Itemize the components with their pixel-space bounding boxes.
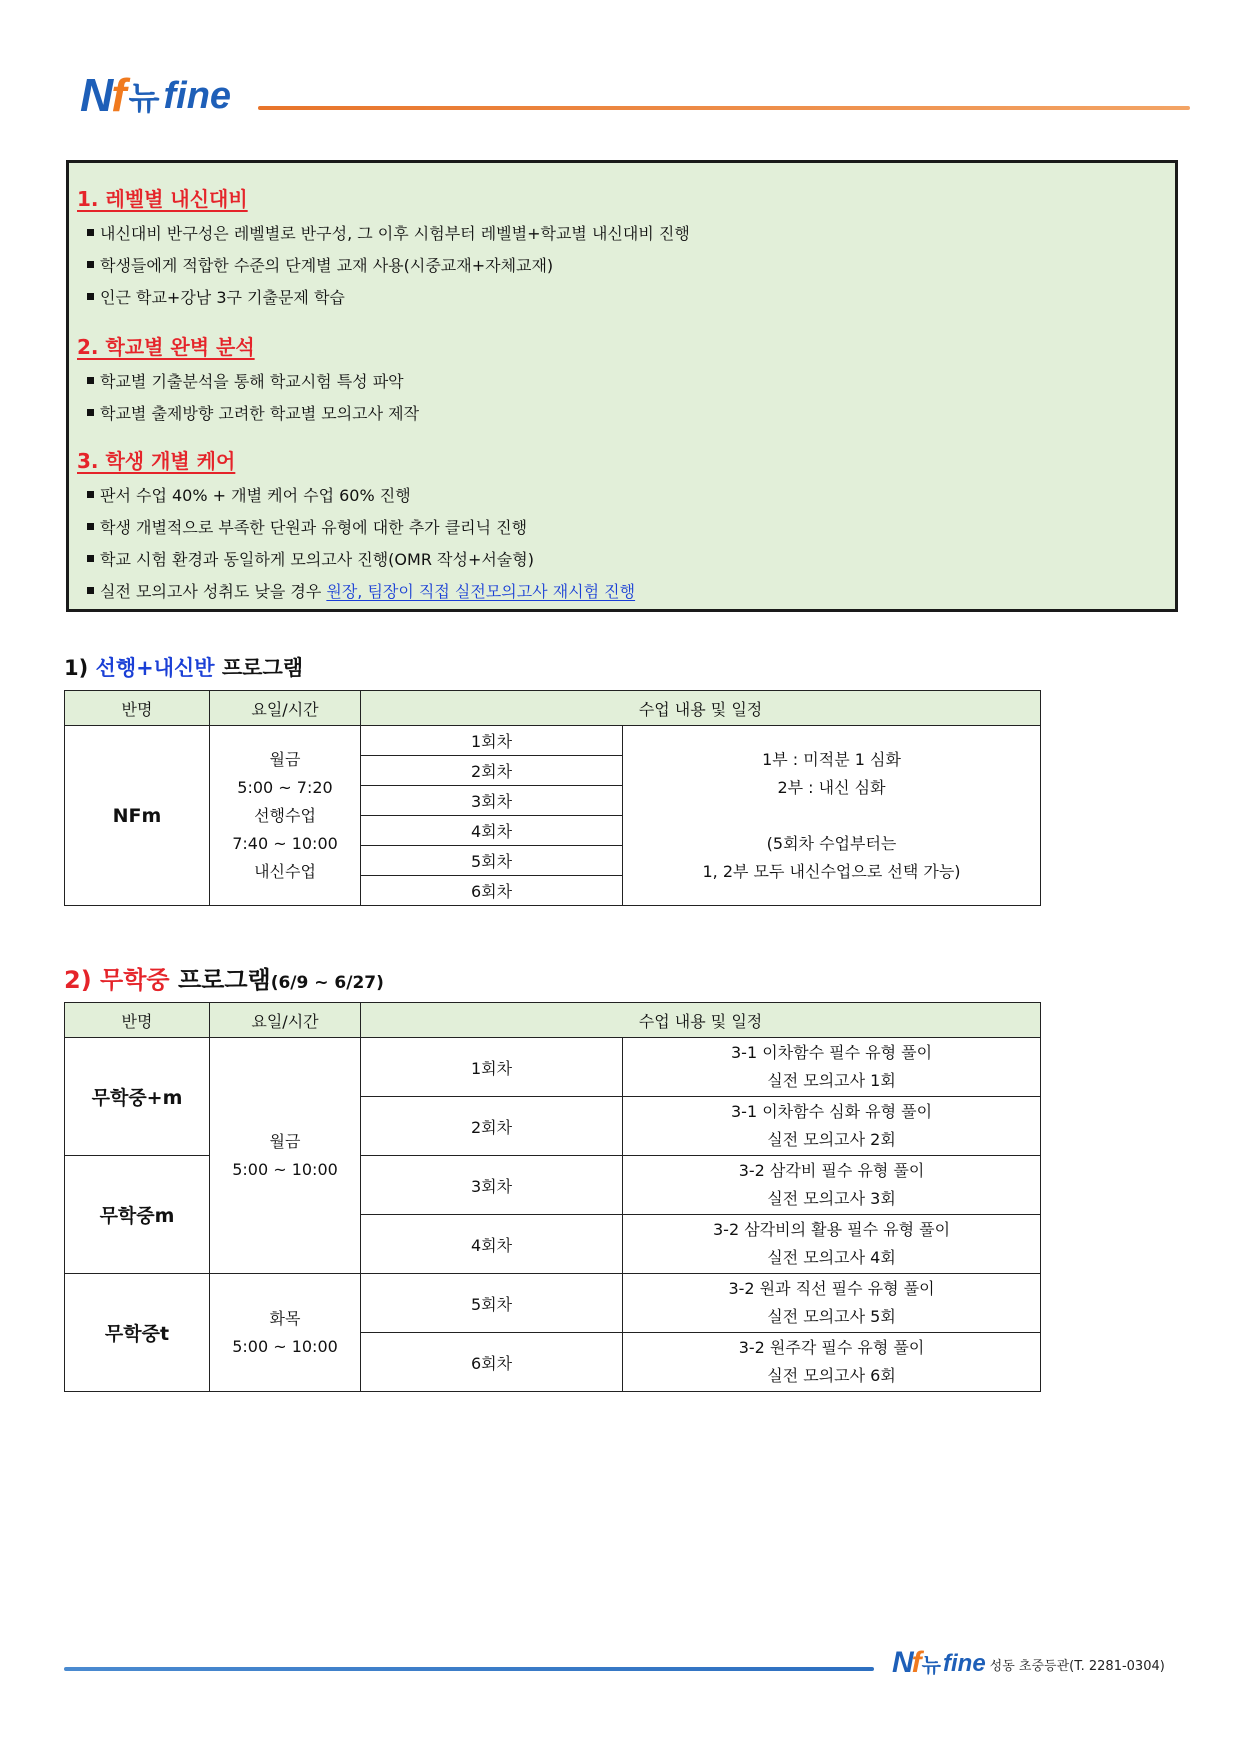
square-bullet-icon <box>87 261 94 268</box>
class-time: 월금 5:00 ~ 7:20 선행수업 7:40 ~ 10:00 내신수업 <box>210 726 361 906</box>
session-cell: 2회차 <box>361 1097 623 1156</box>
session-cell: 3회차 <box>361 786 623 816</box>
content-cell: 3-1 이차함수 심화 유형 풀이 실전 모의고사 2회 <box>623 1097 1041 1156</box>
program2-table <box>64 1002 1041 1392</box>
square-bullet-icon <box>87 377 94 384</box>
program2-title: 2) 무학중 프로그램(6/9 ~ 6/27) <box>64 966 384 994</box>
class-name: 무학중t <box>65 1274 210 1392</box>
header-content: 수업 내용 및 일정 <box>361 1003 1041 1038</box>
class-time: 화목 5:00 ~ 10:00 <box>210 1274 361 1392</box>
bullet: 학생 개별적으로 부족한 단원과 유형에 대한 추가 클리닉 진행 <box>87 515 527 538</box>
session-cell: 6회차 <box>361 876 623 906</box>
program1-table <box>64 690 1041 906</box>
header-class: 반명 <box>65 1003 210 1038</box>
bullet: 판서 수업 40% + 개별 케어 수업 60% 진행 <box>87 483 411 506</box>
content-cell: 3-2 삼각비의 활용 필수 유형 풀이 실전 모의고사 4회 <box>623 1215 1041 1274</box>
session-cell: 2회차 <box>361 756 623 786</box>
logo-korean: 뉴 <box>921 1653 941 1677</box>
bullet: 학생들에게 적합한 수준의 단계별 교재 사용(시중교재+자체교재) <box>87 253 553 276</box>
bullet: 학교 시험 환경과 동일하게 모의고사 진행(OMR 작성+서술형) <box>87 547 534 570</box>
content-cell: 3-2 원주각 필수 유형 풀이 실전 모의고사 6회 <box>623 1333 1041 1392</box>
square-bullet-icon <box>87 555 94 562</box>
retest-link[interactable]: 원장, 팀장이 직접 실전모의고사 재시험 진행 <box>326 582 636 601</box>
square-bullet-icon <box>87 409 94 416</box>
top-logo <box>80 69 232 121</box>
logo-korean: 뉴 <box>128 79 160 117</box>
content-cell: 3-2 삼각비 필수 유형 풀이 실전 모의고사 3회 <box>623 1156 1041 1215</box>
header-class: 반명 <box>65 691 210 726</box>
header-time: 요일/시간 <box>210 1003 361 1038</box>
bullet: 실전 모의고사 성취도 낮을 경우 원장, 팀장이 직접 실전모의고사 재시험 진행 <box>87 579 635 602</box>
class-name: 무학중m <box>65 1156 210 1274</box>
square-bullet-icon <box>87 523 94 530</box>
bullet: 학교별 출제방향 고려한 학교별 모의고사 제작 <box>87 401 419 424</box>
session-cell: 5회차 <box>361 1274 623 1333</box>
logo-fine: fine <box>943 1650 986 1677</box>
bottom-rule <box>64 1667 874 1671</box>
feature-box <box>66 160 1178 612</box>
section-title-2: 2. 학교별 완벽 분석 <box>77 335 255 359</box>
square-bullet-icon <box>87 491 94 498</box>
square-bullet-icon <box>87 587 94 594</box>
section-title-3: 3. 학생 개별 케어 <box>77 449 236 473</box>
content-cell: 3-2 원과 직선 필수 유형 풀이 실전 모의고사 5회 <box>623 1274 1041 1333</box>
class-name: NFm <box>65 726 210 906</box>
class-content: 1부 : 미적분 1 심화 2부 : 내신 심화 (5회차 수업부터는 1, 2부 모두 내신수업으로 선택 가능) <box>623 726 1041 906</box>
bullet: 학교별 기출분석을 통해 학교시험 특성 파악 <box>87 369 404 392</box>
bullet: 내신대비 반구성은 레벨별로 반구성, 그 이후 시험부터 레벨별+학교별 내신대비 진행 <box>87 221 690 244</box>
logo-mark: Nf <box>892 1646 920 1679</box>
square-bullet-icon <box>87 229 94 236</box>
session-cell: 4회차 <box>361 816 623 846</box>
program1-title: 1) 선행+내신반 프로그램 <box>64 656 304 680</box>
top-rule <box>258 106 1190 110</box>
square-bullet-icon <box>87 293 94 300</box>
class-time: 월금 5:00 ~ 10:00 <box>210 1038 361 1274</box>
logo-fine: fine <box>163 75 232 117</box>
session-cell: 1회차 <box>361 726 623 756</box>
session-cell: 1회차 <box>361 1038 623 1097</box>
session-cell: 5회차 <box>361 846 623 876</box>
content-cell: 3-1 이차함수 필수 유형 풀이 실전 모의고사 1회 <box>623 1038 1041 1097</box>
logo-mark: Nf <box>80 69 125 121</box>
bottom-logo <box>892 1648 1165 1678</box>
header-content: 수업 내용 및 일정 <box>361 691 1041 726</box>
branch-info: 성동 초중등관(T. 2281-0304) <box>989 1659 1165 1674</box>
class-name: 무학중+m <box>65 1038 210 1156</box>
session-cell: 6회차 <box>361 1333 623 1392</box>
session-cell: 4회차 <box>361 1215 623 1274</box>
header-time: 요일/시간 <box>210 691 361 726</box>
session-cell: 3회차 <box>361 1156 623 1215</box>
bullet: 인근 학교+강남 3구 기출문제 학습 <box>87 285 345 308</box>
section-title-1: 1. 레벨별 내신대비 <box>77 187 248 211</box>
